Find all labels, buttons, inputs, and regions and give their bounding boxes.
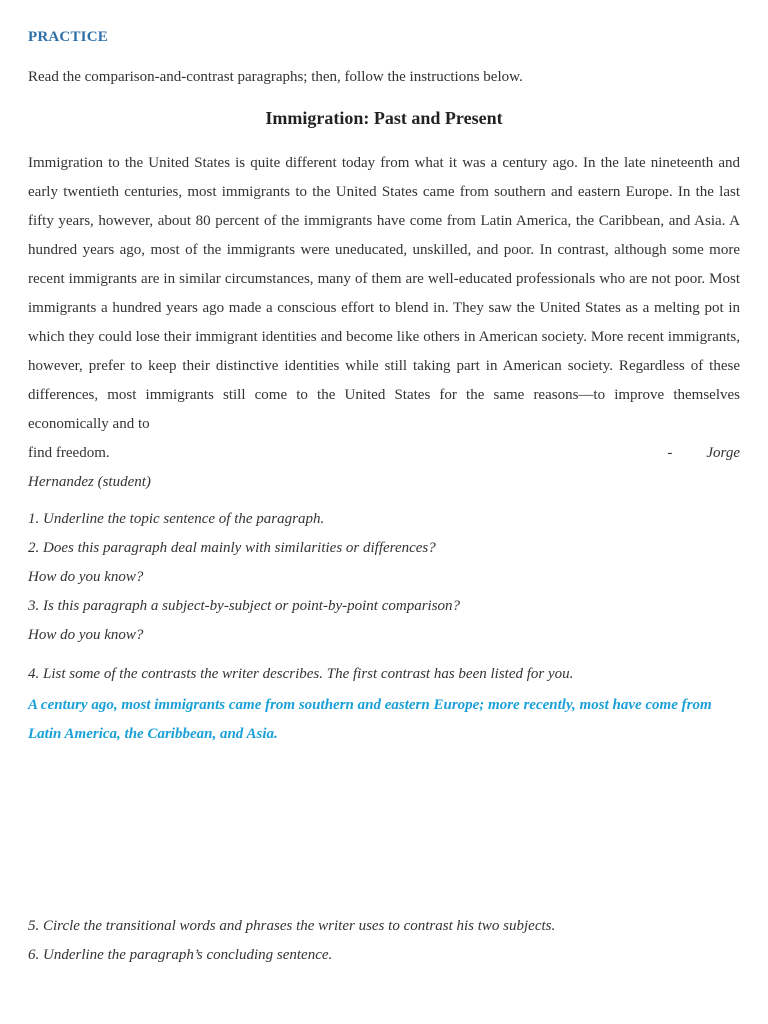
author-last-name: Hernandez (student) xyxy=(28,474,151,490)
attribution-dash: - xyxy=(667,445,673,461)
question-4: 4. List some of the contrasts the writer describes. The first contrast has been listed for you. xyxy=(28,666,574,682)
author-first-name: Jorge xyxy=(706,445,740,461)
question-3-follow-up: How do you know? xyxy=(28,627,144,643)
question-2: 2. Does this paragraph deal mainly with similarities or differences? xyxy=(28,540,436,556)
question-1: 1. Underline the topic sentence of the paragraph. xyxy=(28,511,325,527)
signature-line xyxy=(28,439,740,468)
essay-last-line: find freedom. xyxy=(28,445,110,461)
question-6: 6. Underline the paragraph’s concluding sentence. xyxy=(28,947,333,963)
essay-title: Immigration: Past and Present xyxy=(265,108,503,128)
instructions-text: Read the comparison-and-contrast paragraphs; then, follow the instructions below. xyxy=(28,69,523,85)
question-2-follow-up: How do you know? xyxy=(28,569,144,585)
author-attribution xyxy=(667,439,740,468)
section-heading: PRACTICE xyxy=(28,29,108,45)
essay-paragraph xyxy=(28,149,740,497)
question-4-sample-answer: A century ago, most immigrants came from southern and eastern Europe; more recently, most have come from Latin America, the Caribbean, and Asia. xyxy=(28,697,712,742)
question-3: 3. Is this paragraph a subject-by-subject or point-by-point comparison? xyxy=(28,598,461,614)
essay-body: Immigration to the United States is quite different today from what it was a century ago. In the late nineteenth and early twentieth centuries, most immigrants to the United States came from southern and eastern Europe. In the last fifty years, however, about 80 percent of the immigrants have come from Latin America, the Caribbean, and Asia. A hundred years ago, most of the immigrants were uneducated, unskilled, and poor. In contrast, although some more recent immigrants are in similar circumstances, many of them are well-educated professionals who are not poor. Most immigrants a hundred years ago made a conscious effort to blend in. They saw the United States as a melting pot in which they could lose their immigrant identities and become like others in American society. More recent immigrants, however, prefer to keep their distinctive identities while still taking part in American society. Regardless of these differences, most immigrants still come to the United States for the same reasons—to improve themselves economically and to xyxy=(28,155,740,432)
question-5: 5. Circle the transitional words and phrases the writer uses to contrast his two subjects. xyxy=(28,918,556,934)
